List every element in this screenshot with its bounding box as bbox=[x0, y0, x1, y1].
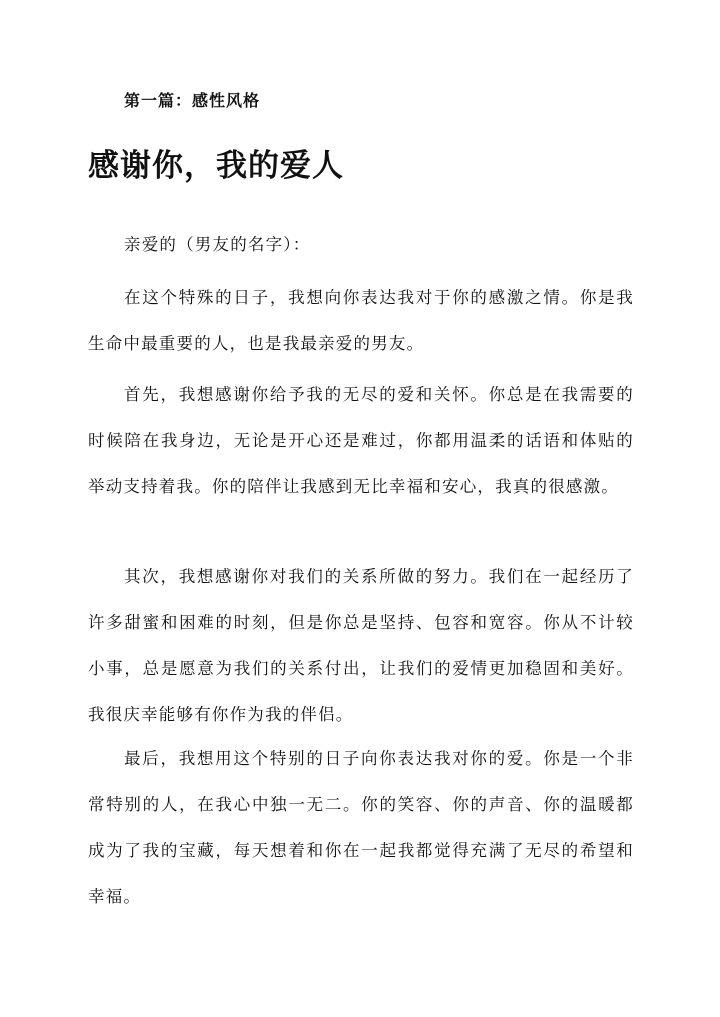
paragraph: 其次，我想感谢你对我们的关系所做的努力。我们在一起经历了许多甜蜜和困难的时刻，但是你总是坚持、包容和宽容。你从不计较小事，总是愿意为我们的关系付出，让我们的爱情更加稳固和美好。我很庆幸能够有你作为我的伴侣。 bbox=[88, 567, 634, 724]
section-label: 第一篇：感性风格 bbox=[124, 91, 261, 110]
salutation: 亲爱的（男友的名字）： bbox=[124, 235, 311, 254]
paragraph: 在这个特殊的日子，我想向你表达我对于你的感激之情。你是我生命中最重要的人，也是我最亲爱的男友。 bbox=[88, 288, 634, 353]
paragraph: 首先，我想感谢你给予我的无尽的爱和关怀。你总是在我需要的时候陪在我身边，无论是开心还是难过，你都用温柔的话语和体贴的举动支持着我。你的陪伴让我感到无比幸福和安心，我真的很感激。 bbox=[88, 385, 634, 496]
page-title: 感谢你，我的爱人 bbox=[88, 148, 344, 184]
paragraph: 最后，我想用这个特别的日子向你表达我对你的爱。你是一个非常特别的人，在我心中独一无二。你的笑容、你的声音、你的温暖都成为了我的宝藏，每天想着和你在一起我都觉得充满了无尽的希望和幸福。 bbox=[88, 749, 634, 906]
